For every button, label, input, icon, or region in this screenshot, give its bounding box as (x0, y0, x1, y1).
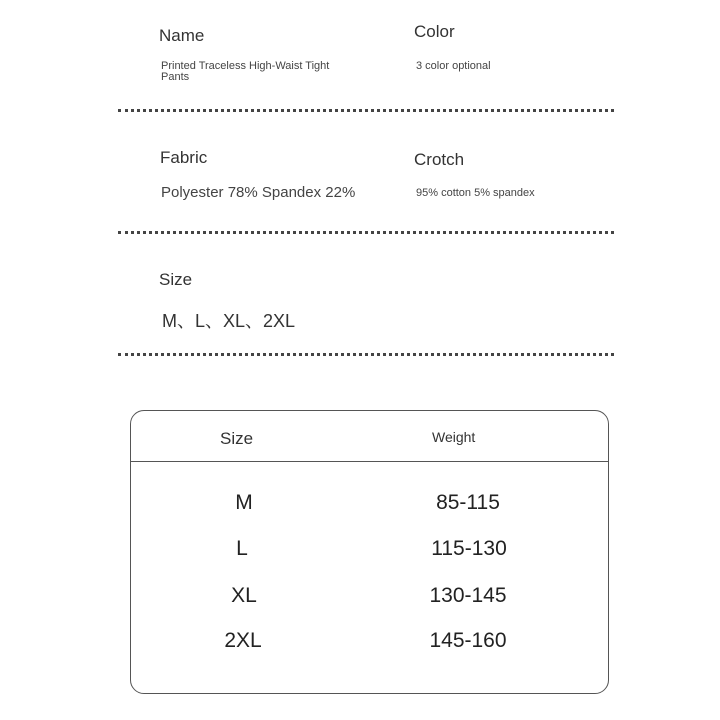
fabric-value: Polyester 78% Spandex 22% (161, 184, 356, 201)
table-cell-size: XL (231, 584, 257, 607)
table-header-divider (131, 461, 608, 462)
dotted-divider (118, 231, 614, 234)
weight-column-header: Weight (432, 429, 476, 445)
fabric-label: Fabric (160, 148, 208, 167)
size-column-header: Size (220, 429, 254, 448)
name-label: Name (159, 26, 205, 45)
table-cell-weight: 130-145 (429, 584, 507, 607)
color-label: Color (414, 22, 455, 41)
size-label: Size (159, 270, 193, 289)
crotch-value: 95% cotton 5% spandex (416, 187, 535, 199)
table-cell-size: M (235, 491, 253, 514)
name-value: Printed Traceless High-Waist Tight Pants (161, 60, 330, 83)
crotch-label: Crotch (414, 150, 465, 169)
size-value: M、L、XL、2XL (162, 311, 296, 331)
table-cell-size: L (236, 537, 248, 560)
size-chart-table (130, 410, 609, 694)
table-cell-size: 2XL (224, 629, 262, 652)
dotted-divider (118, 353, 614, 356)
table-cell-weight: 115-130 (431, 537, 507, 560)
table-cell-weight: 85-115 (436, 491, 500, 514)
table-cell-weight: 145-160 (429, 629, 507, 652)
color-value: 3 color optional (416, 60, 491, 72)
dotted-divider (118, 109, 614, 112)
